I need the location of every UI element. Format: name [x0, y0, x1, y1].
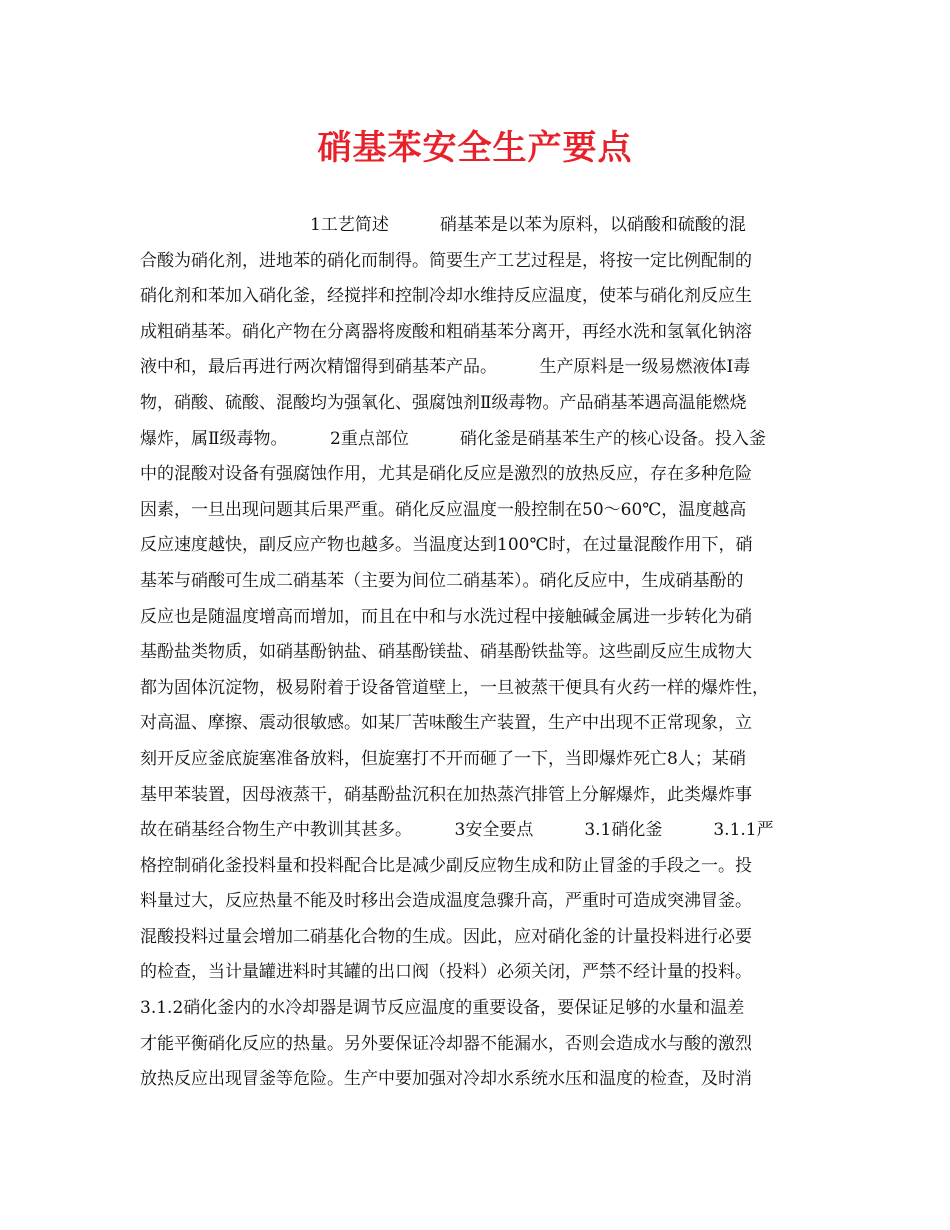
- text-line: 中的混酸对设备有强腐蚀作用，尤其是硝化反应是激烈的放热反应，存在多种危险: [140, 464, 752, 485]
- page-title: 硝基苯安全生产要点: [317, 128, 633, 168]
- text-line: 放热反应出现冒釜等危险。生产中要加强对冷却水系统水压和温度的检查，及时消: [140, 1069, 752, 1090]
- text-line: 1工艺简述 硝基苯是以苯为原料，以硝酸和硫酸的混: [140, 215, 746, 235]
- text-line: 物，硝酸、硫酸、混酸均为强氧化、强腐蚀剂Ⅱ级毒物。产品硝基苯遇高温能燃烧: [140, 392, 747, 413]
- text-line: 基甲苯装置，因母液蒸干，硝基酚盐沉积在加热蒸汽排管上分解爆炸，此类爆炸事: [140, 784, 752, 805]
- text-line: 液中和，最后再进行两次精馏得到硝基苯产品。 生产原料是一级易燃液体Ⅰ毒: [140, 357, 751, 378]
- text-line: 基酚盐类物质，如硝基酚钠盐、硝基酚镁盐、硝基酚铁盐等。这些副反应生成物大: [140, 642, 752, 663]
- text-line: 的检查，当计量罐进料时其罐的出口阀（投料）必须关闭，严禁不经计量的投料。: [140, 962, 752, 983]
- text-line: 合酸为硝化剂，进地苯的硝化而制得。简要生产工艺过程是，将按一定比例配制的: [140, 250, 752, 271]
- text-line: 反应速度越快，副反应产物也越多。当温度达到100℃时，在过量混酸作用下，硝: [140, 535, 753, 556]
- text-line: 格控制硝化釜投料量和投料配合比是减少副反应物生成和防止冒釜的手段之一。投: [140, 855, 752, 876]
- text-line: 料量过大，反应热量不能及时移出会造成温度急骤升高，严重时可造成突沸冒釜。: [140, 891, 752, 912]
- text-line: 成粗硝基苯。硝化产物在分离器将废酸和粗硝基苯分离开，再经水洗和氢氧化钠溶: [140, 321, 752, 342]
- text-line: 故在硝基经合物生产中教训其甚多。 3安全要点 3.1硝化釜 3.1.1严: [140, 820, 774, 841]
- text-line: 3.1.2硝化釜内的水冷却器是调节反应温度的重要设备，要保证足够的水量和温差: [140, 998, 745, 1019]
- text-line: 基苯与硝酸可生成二硝基苯（主要为间位二硝基苯）。硝化反应中，生成硝基酚的: [140, 570, 744, 591]
- body-text: [140, 208, 815, 1098]
- text-line: 才能平衡硝化反应的热量。另外要保证冷却器不能漏水，否则会造成水与酸的激烈: [140, 1033, 752, 1054]
- text-line: 对高温、摩擦、震动很敏感。如某厂苦味酸生产装置，生产中出现不正常现象，立: [140, 713, 752, 734]
- text-line: 都为固体沉淀物，极易附着于设备管道壁上，一旦被蒸干便具有火药一样的爆炸性，: [140, 677, 769, 698]
- text-line: 因素，一旦出现问题其后果严重。硝化反应温度一般控制在50～60℃，温度越高: [140, 499, 747, 520]
- text-line: 爆炸，属Ⅱ级毒物。 2重点部位 硝化釜是硝基苯生产的核心设备。投入釜: [140, 428, 766, 449]
- text-line: 混酸投料过量会增加二硝基化合物的生成。因此，应对硝化釜的计量投料进行必要: [140, 926, 752, 947]
- text-line: 刻开反应釜底旋塞准备放料，但旋塞打不开而砸了一下，当即爆炸死亡8人；某硝: [140, 748, 746, 769]
- text-line: 反应也是随温度增高而增加，而且在中和与水洗过程中接触碱金属进一步转化为硝: [140, 606, 752, 627]
- text-line: 硝化剂和苯加入硝化釜，经搅拌和控制冷却水维持反应温度，使苯与硝化剂反应生: [140, 286, 752, 307]
